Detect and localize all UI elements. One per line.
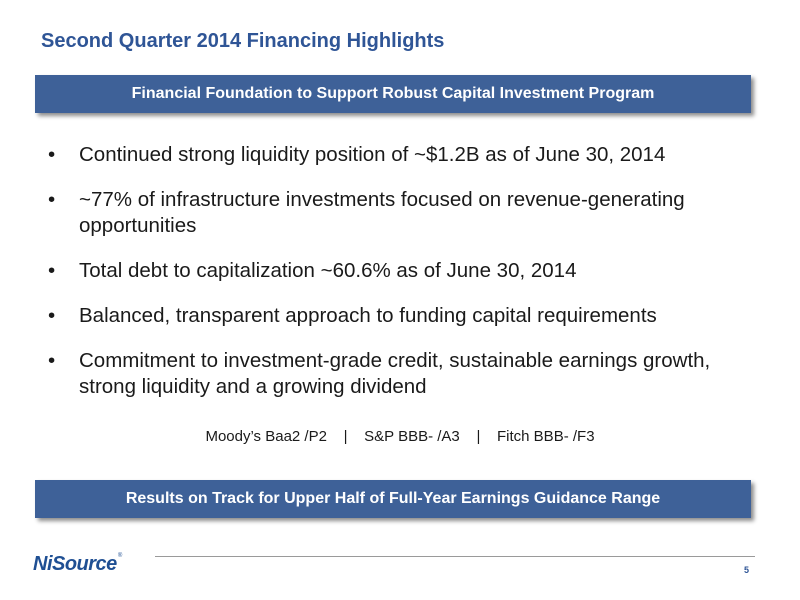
credit-ratings: Moody’s Baa2 /P2 | S&P BBB- /A3 | Fitch BBB- /F3 bbox=[205, 428, 595, 445]
top-banner bbox=[35, 75, 751, 113]
bullet-item bbox=[44, 187, 744, 239]
bullet-text: Total debt to capitalization ~60.6% as of June 30, 2014 bbox=[79, 259, 577, 282]
bullet-text: Commitment to investment-grade credit, sustainable earnings growth, strong liquidity and a growing dividend bbox=[79, 349, 711, 398]
logo-text: NiSource bbox=[33, 553, 117, 575]
registered-mark: ® bbox=[117, 553, 123, 559]
bottom-banner bbox=[35, 480, 751, 518]
bullet-symbol: • bbox=[48, 304, 56, 327]
page-number: 5 bbox=[744, 565, 750, 575]
bullet-text: Continued strong liquidity position of ~$1.2B as of June 30, 2014 bbox=[79, 143, 666, 166]
bullet-symbol: • bbox=[48, 349, 56, 372]
bottom-banner-text: Results on Track for Upper Half of Full-Year Earnings Guidance Range bbox=[125, 490, 661, 507]
bullet-symbol: • bbox=[48, 259, 56, 282]
top-banner-text: Financial Foundation to Support Robust Capital Investment Program bbox=[131, 85, 655, 102]
nisource-logo bbox=[33, 553, 122, 575]
slide-title: Second Quarter 2014 Financing Highlights bbox=[41, 30, 445, 52]
bullet-symbol: • bbox=[48, 188, 56, 211]
bullet-list bbox=[44, 142, 744, 419]
bullet-item bbox=[44, 303, 744, 329]
bullet-text: Balanced, transparent approach to funding capital requirements bbox=[79, 304, 657, 327]
bullet-item bbox=[44, 348, 744, 400]
bullet-symbol: • bbox=[48, 143, 56, 166]
footer-divider bbox=[155, 556, 755, 557]
bullet-item bbox=[44, 258, 744, 284]
bullet-item bbox=[44, 142, 744, 168]
bullet-text: ~77% of infrastructure investments focused on revenue-generating opportunities bbox=[79, 188, 685, 237]
